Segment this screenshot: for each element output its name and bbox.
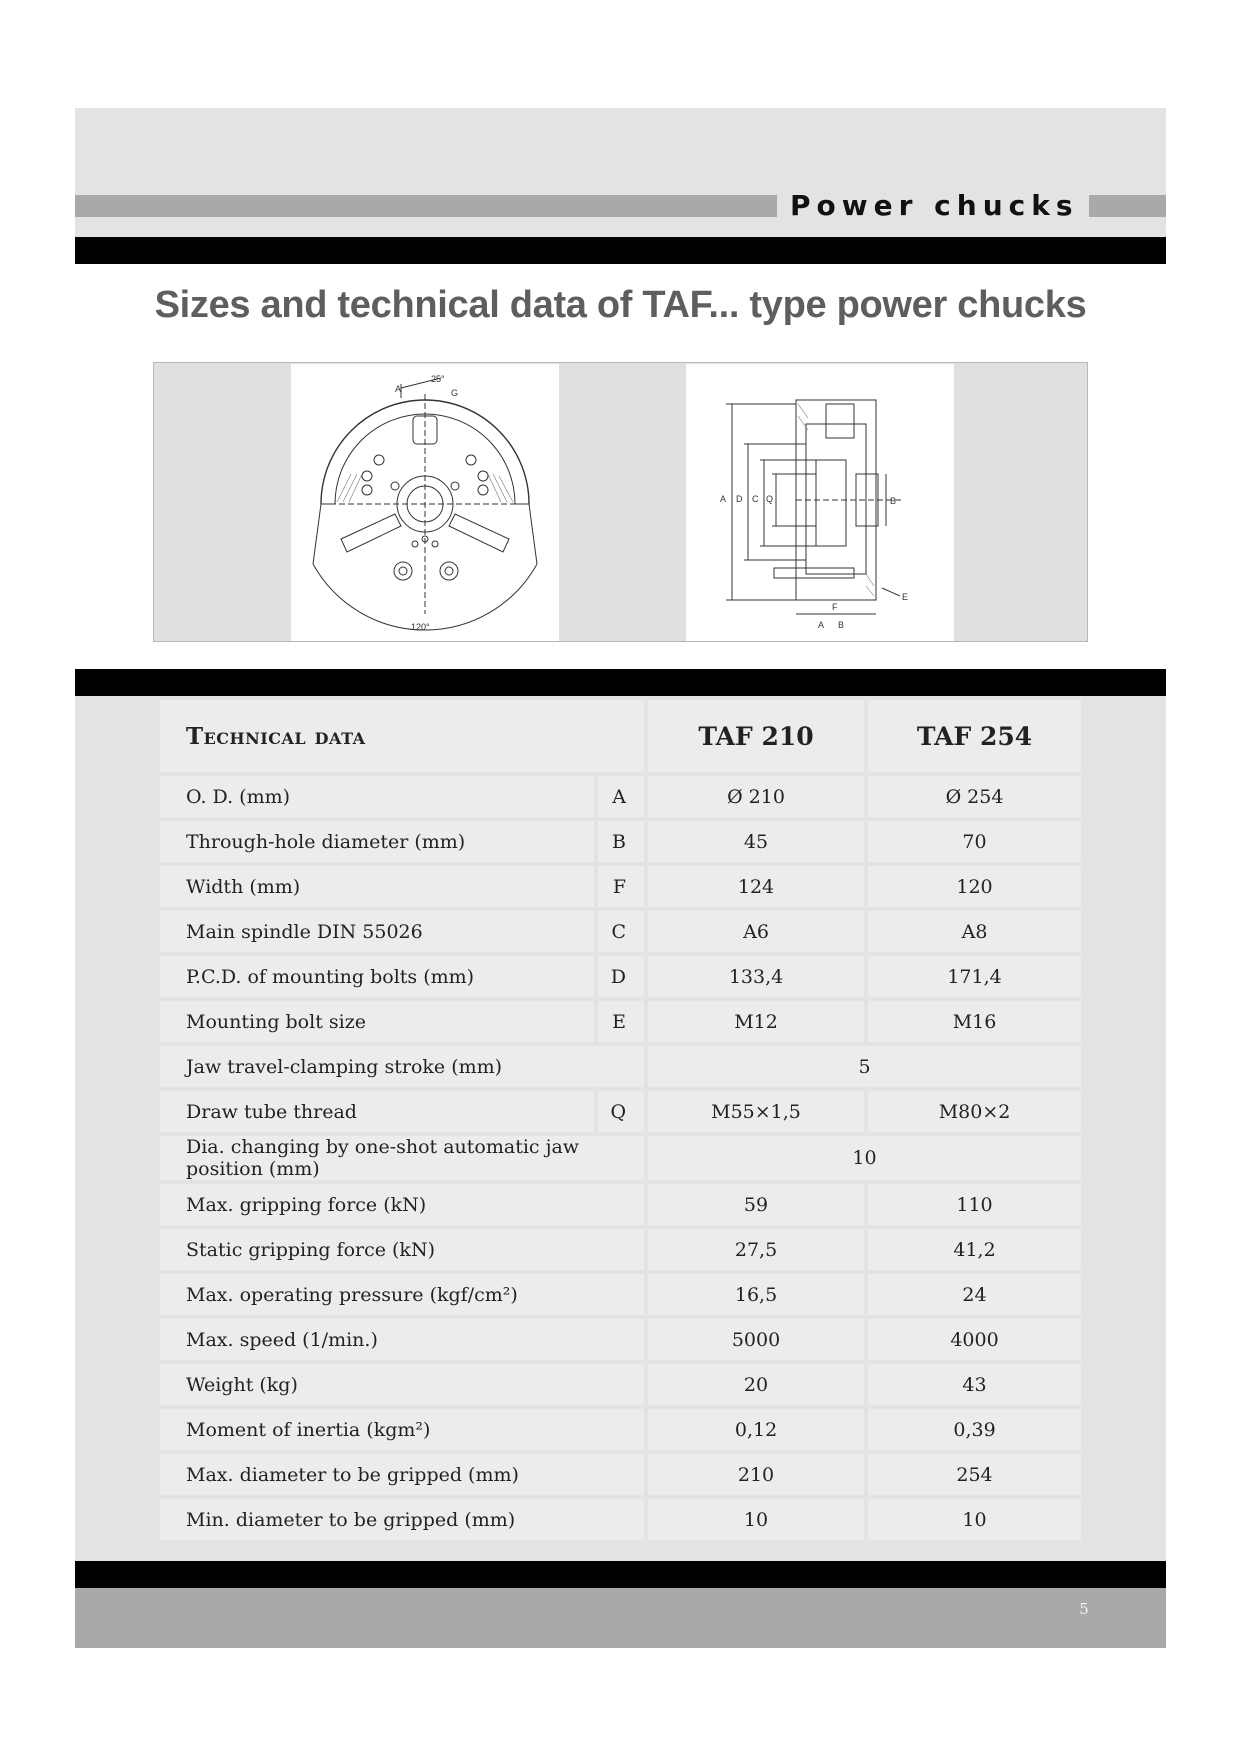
row-value-taf254: 4000 — [868, 1319, 1081, 1360]
row-letter: Q — [598, 1091, 644, 1132]
table-row — [160, 1499, 1081, 1540]
row-label: Width (mm) — [160, 866, 594, 907]
page-title: Sizes and technical data of TAF... type power chucks — [154, 284, 1087, 326]
row-label: Through-hole diameter (mm) — [160, 821, 594, 862]
front-dim-g: G — [451, 388, 459, 398]
row-label: Weight (kg) — [160, 1364, 644, 1405]
table-header-label: Technical data — [160, 700, 644, 772]
table-row — [160, 1229, 1081, 1270]
row-value-taf210: 16,5 — [648, 1274, 864, 1315]
table-header-row — [160, 700, 1081, 772]
row-letter: C — [598, 911, 644, 952]
front-view-svg — [291, 364, 559, 641]
table-header-taf210: TAF 210 — [648, 700, 864, 772]
row-value-taf210: M12 — [648, 1001, 864, 1042]
footer-panel — [75, 1588, 1166, 1648]
row-value-taf254: 120 — [868, 866, 1081, 907]
row-letter: F — [598, 866, 644, 907]
row-letter: D — [598, 956, 644, 997]
table-row — [160, 866, 1081, 907]
table-row — [160, 776, 1081, 817]
row-label: Min. diameter to be gripped (mm) — [160, 1499, 644, 1540]
table-row — [160, 1454, 1081, 1495]
row-value-taf210: 20 — [648, 1364, 864, 1405]
row-value-taf210: M55×1,5 — [648, 1091, 864, 1132]
row-value-taf254: M80×2 — [868, 1091, 1081, 1132]
row-label: Mounting bolt size — [160, 1001, 594, 1042]
row-label: Jaw travel-clamping stroke (mm) — [160, 1046, 644, 1087]
row-value-taf210: 10 — [648, 1499, 864, 1540]
table-row — [160, 1409, 1081, 1450]
table-bar-bottom — [75, 1561, 1166, 1588]
drawing-frame — [153, 362, 1088, 642]
row-value-shared: 5 — [648, 1046, 1081, 1087]
table-row — [160, 1364, 1081, 1405]
table-row — [160, 1319, 1081, 1360]
table-header-taf254: TAF 254 — [868, 700, 1081, 772]
row-value-taf210: A6 — [648, 911, 864, 952]
row-value-taf210: 59 — [648, 1184, 864, 1225]
row-value-taf254: M16 — [868, 1001, 1081, 1042]
row-value-taf210: 0,12 — [648, 1409, 864, 1450]
front-view-drawing — [291, 364, 559, 641]
table-bar-top — [75, 669, 1166, 696]
row-label: Moment of inertia (kgm²) — [160, 1409, 644, 1450]
row-value-taf210: 27,5 — [648, 1229, 864, 1270]
header-stripe-right — [1089, 195, 1166, 217]
table-row — [160, 1091, 1081, 1132]
row-value-taf254: Ø 254 — [868, 776, 1081, 817]
side-dim-b: B — [890, 496, 897, 506]
technical-data-table — [156, 696, 1085, 1544]
side-dim-c: C — [752, 494, 759, 504]
table-row — [160, 1001, 1081, 1042]
row-letter: B — [598, 821, 644, 862]
row-label: Max. gripping force (kN) — [160, 1184, 644, 1225]
header-bar — [75, 237, 1166, 264]
table-row — [160, 1184, 1081, 1225]
row-label: Draw tube thread — [160, 1091, 594, 1132]
row-value-taf254: 24 — [868, 1274, 1081, 1315]
row-value-shared: 10 — [648, 1136, 1081, 1180]
row-value-taf254: 0,39 — [868, 1409, 1081, 1450]
side-dim-section-b: B — [838, 620, 845, 630]
side-dim-d: D — [736, 494, 743, 504]
table-row — [160, 1274, 1081, 1315]
side-dim-e: E — [902, 592, 909, 602]
row-value-taf254: 43 — [868, 1364, 1081, 1405]
row-value-taf210: 45 — [648, 821, 864, 862]
side-dim-q: Q — [766, 494, 774, 504]
row-label: Max. operating pressure (kgf/cm²) — [160, 1274, 644, 1315]
front-dim-120: 120° — [411, 622, 430, 632]
row-value-taf210: 124 — [648, 866, 864, 907]
front-dim-angle: 25° — [431, 374, 445, 384]
row-letter: E — [598, 1001, 644, 1042]
row-label: Dia. changing by one-shot automatic jaw position (mm) — [160, 1136, 644, 1180]
row-label: Max. diameter to be gripped (mm) — [160, 1454, 644, 1495]
page-number: 5 — [1079, 1600, 1089, 1618]
table-row — [160, 1136, 1081, 1180]
row-value-taf254: 10 — [868, 1499, 1081, 1540]
table-row — [160, 911, 1081, 952]
side-view-svg — [686, 364, 954, 641]
row-value-taf254: 171,4 — [868, 956, 1081, 997]
side-view-drawing — [686, 364, 954, 641]
row-label: Static gripping force (kN) — [160, 1229, 644, 1270]
side-dim-f: F — [832, 602, 838, 612]
front-dim-a: A — [395, 384, 402, 394]
row-value-taf254: 41,2 — [868, 1229, 1081, 1270]
row-letter: A — [598, 776, 644, 817]
table-row — [160, 1046, 1081, 1087]
row-value-taf210: Ø 210 — [648, 776, 864, 817]
row-value-taf210: 133,4 — [648, 956, 864, 997]
section-label: Power chucks — [790, 189, 1079, 222]
side-dim-a: A — [720, 494, 727, 504]
row-label: Max. speed (1/min.) — [160, 1319, 644, 1360]
table-row — [160, 956, 1081, 997]
row-value-taf254: A8 — [868, 911, 1081, 952]
row-value-taf210: 5000 — [648, 1319, 864, 1360]
table-row — [160, 821, 1081, 862]
row-label: P.C.D. of mounting bolts (mm) — [160, 956, 594, 997]
row-value-taf210: 210 — [648, 1454, 864, 1495]
row-label: O. D. (mm) — [160, 776, 594, 817]
header-stripe-left — [75, 195, 777, 217]
row-value-taf254: 70 — [868, 821, 1081, 862]
side-dim-section-a: A — [818, 620, 825, 630]
row-label: Main spindle DIN 55026 — [160, 911, 594, 952]
row-value-taf254: 110 — [868, 1184, 1081, 1225]
row-value-taf254: 254 — [868, 1454, 1081, 1495]
